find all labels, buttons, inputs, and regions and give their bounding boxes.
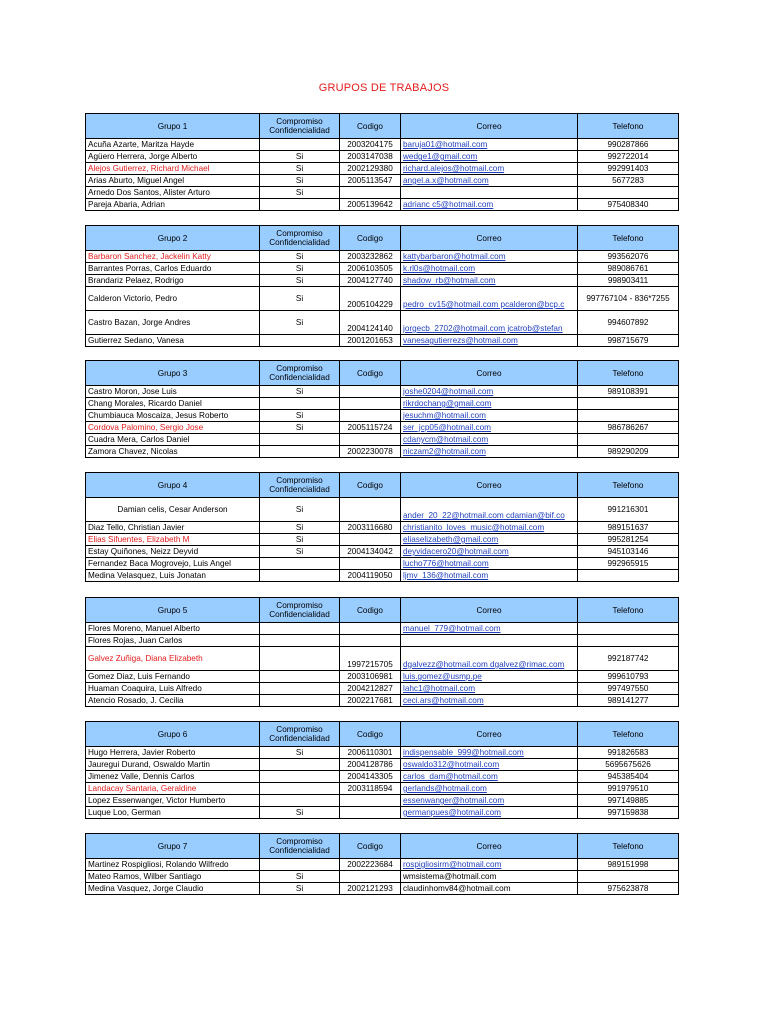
compromiso-cell: [260, 695, 340, 707]
compromiso-cell: Si: [260, 263, 340, 275]
telefono-cell: 986786267: [578, 422, 679, 434]
member-name: Mateo Ramos, Wilber Santiago: [86, 871, 260, 883]
member-name: Acuña Azarte, Maritza Hayde: [86, 139, 260, 151]
codigo-cell: 2002129380: [340, 163, 401, 175]
table-row: [86, 498, 679, 522]
table-row: [86, 275, 679, 287]
codigo-cell: 2006103505: [340, 263, 401, 275]
group-header-row: [86, 473, 679, 498]
group-name-header: Grupo 4: [86, 473, 260, 498]
group-header-row: [86, 598, 679, 623]
member-name: Zamora Chavez, Nicolas: [86, 446, 260, 458]
codigo-cell: 2002121293: [340, 883, 401, 895]
email-link[interactable]: ljmv_136@hotmail.com: [401, 570, 578, 582]
email-link[interactable]: ceci.ars@hotmail.com: [401, 695, 578, 707]
codigo-header: Codigo: [340, 361, 401, 386]
compromiso-cell: Si: [260, 498, 340, 522]
telefono-cell: 997767104 - 836*7255: [578, 287, 679, 311]
compromiso-cell: [260, 199, 340, 211]
compromiso-header: Compromiso Confidencialidad: [260, 361, 340, 386]
compromiso-cell: [260, 771, 340, 783]
email-link[interactable]: deyvidacero20@hotmail.com: [401, 546, 578, 558]
telefono-cell: 997497550: [578, 683, 679, 695]
telefono-cell: 992722014: [578, 151, 679, 163]
codigo-cell: [340, 187, 401, 199]
telefono-cell: 998715679: [578, 335, 679, 347]
member-name: Cordova Palomino, Sergio Jose: [86, 422, 260, 434]
telefono-cell: 991826583: [578, 747, 679, 759]
email-link[interactable]: vanesagutierrezs@hotmail.com: [401, 335, 578, 347]
table-row: [86, 747, 679, 759]
table-row: [86, 546, 679, 558]
table-row: [86, 410, 679, 422]
member-name: Chumbiauca Moscaiza, Jesus Roberto: [86, 410, 260, 422]
telefono-header: Telefono: [578, 834, 679, 859]
telefono-cell: 975408340: [578, 199, 679, 211]
table-row: [86, 151, 679, 163]
codigo-cell: [340, 498, 401, 522]
table-row: [86, 199, 679, 211]
codigo-cell: 2001201653: [340, 335, 401, 347]
group-name-header: Grupo 5: [86, 598, 260, 623]
codigo-cell: 2004119050: [340, 570, 401, 582]
email-link[interactable]: ser_jcp05@hotmail.com: [401, 422, 578, 434]
compromiso-cell: Si: [260, 410, 340, 422]
group-header-row: [86, 361, 679, 386]
table-row: [86, 422, 679, 434]
table-row: [86, 398, 679, 410]
member-name: Medina Vasquez, Jorge Claudio: [86, 883, 260, 895]
member-name: Atencio Rosado, J. Cecilia: [86, 695, 260, 707]
codigo-cell: 2004127740: [340, 275, 401, 287]
telefono-header: Telefono: [578, 598, 679, 623]
group-name-header: Grupo 6: [86, 722, 260, 747]
telefono-cell: 989086761: [578, 263, 679, 275]
group-table: [85, 360, 679, 458]
email-link: wmsistema@hotmail.com: [401, 871, 578, 883]
group-table: [85, 597, 679, 707]
telefono-cell: 945103146: [578, 546, 679, 558]
member-name: Luque Loo, German: [86, 807, 260, 819]
compromiso-cell: [260, 398, 340, 410]
telefono-cell: 993562076: [578, 251, 679, 263]
correo-header: Correo: [401, 114, 578, 139]
telefono-cell: 5677283: [578, 175, 679, 187]
compromiso-header: Compromiso Confidencialidad: [260, 722, 340, 747]
telefono-header: Telefono: [578, 114, 679, 139]
codigo-cell: [340, 807, 401, 819]
table-row: [86, 759, 679, 771]
codigo-header: Codigo: [340, 114, 401, 139]
member-name: Flores Moreno, Manuel Alberto: [86, 623, 260, 635]
table-row: [86, 623, 679, 635]
email-link[interactable]: baruja01@hotmail.com: [401, 139, 578, 151]
codigo-cell: 2003116680: [340, 522, 401, 534]
telefono-cell: 992965915: [578, 558, 679, 570]
member-name: Medina Velasquez, Luis Jonatan: [86, 570, 260, 582]
table-row: [86, 187, 679, 199]
telefono-cell: 945385404: [578, 771, 679, 783]
email-link[interactable]: ander_20_22@hotmail.com cdamian@bif.co: [401, 498, 578, 522]
codigo-cell: [340, 635, 401, 647]
email-link[interactable]: germanpues@hotmail.com: [401, 807, 578, 819]
member-name: Elias Sifuentes, Elizabeth M: [86, 534, 260, 546]
codigo-header: Codigo: [340, 834, 401, 859]
table-row: [86, 783, 679, 795]
telefono-cell: [578, 187, 679, 199]
compromiso-cell: [260, 446, 340, 458]
table-row: [86, 871, 679, 883]
email-link[interactable]: dgalvezz@hotmail.com dgalvez@rimac.com: [401, 647, 578, 671]
group-name-header: Grupo 2: [86, 226, 260, 251]
email-link[interactable]: jesuchm@hotmail.com: [401, 410, 578, 422]
codigo-cell: 2003118594: [340, 783, 401, 795]
telefono-cell: 999610793: [578, 671, 679, 683]
table-row: [86, 671, 679, 683]
compromiso-cell: Si: [260, 175, 340, 187]
codigo-cell: 2002223684: [340, 859, 401, 871]
compromiso-cell: [260, 434, 340, 446]
telefono-cell: 990287866: [578, 139, 679, 151]
email-link[interactable]: luis.gomez@usmp.pe: [401, 671, 578, 683]
compromiso-header: Compromiso Confidencialidad: [260, 473, 340, 498]
correo-header: Correo: [401, 226, 578, 251]
email-link[interactable]: shadow_rb@hotmail.com: [401, 275, 578, 287]
member-name: Gutierrez Sedano, Vanesa: [86, 335, 260, 347]
telefono-cell: [578, 398, 679, 410]
codigo-header: Codigo: [340, 473, 401, 498]
telefono-header: Telefono: [578, 361, 679, 386]
table-row: [86, 139, 679, 151]
member-name: Castro Bazan, Jorge Andres: [86, 311, 260, 335]
member-name: Arias Aburto, Miguel Angel: [86, 175, 260, 187]
member-name: Galvez Zuñiga, Diana Elizabeth: [86, 647, 260, 671]
codigo-cell: [340, 534, 401, 546]
table-row: [86, 175, 679, 187]
email-link: [401, 187, 578, 199]
member-name: Estay Quiñones, Neizz Deyvid: [86, 546, 260, 558]
member-name: Hugo Herrera, Javier Roberto: [86, 747, 260, 759]
table-row: [86, 251, 679, 263]
member-name: Agüero Herrera, Jorge Alberto: [86, 151, 260, 163]
group-name-header: Grupo 3: [86, 361, 260, 386]
table-row: [86, 807, 679, 819]
telefono-cell: [578, 434, 679, 446]
table-row: [86, 163, 679, 175]
codigo-cell: [340, 623, 401, 635]
email-link[interactable]: lucho776@hotmail.com: [401, 558, 578, 570]
table-row: [86, 683, 679, 695]
member-name: Calderon Victorio, Pedro: [86, 287, 260, 311]
compromiso-cell: [260, 795, 340, 807]
telefono-cell: 992187742: [578, 647, 679, 671]
codigo-cell: 2004134042: [340, 546, 401, 558]
member-name: Chang Morales, Ricardo Daniel: [86, 398, 260, 410]
email-link[interactable]: jorgecb_2702@hotmail.com jcatrob@stefan: [401, 311, 578, 335]
telefono-cell: [578, 623, 679, 635]
codigo-cell: 2006110301: [340, 747, 401, 759]
telefono-cell: 991979510: [578, 783, 679, 795]
email-link[interactable]: niczam2@hotmail.com: [401, 446, 578, 458]
codigo-cell: 2005113547: [340, 175, 401, 187]
table-row: [86, 311, 679, 335]
email-link[interactable]: oswaldo312@hotmail.com: [401, 759, 578, 771]
compromiso-cell: Si: [260, 251, 340, 263]
email-link[interactable]: rikrdochang@gmail.com: [401, 398, 578, 410]
table-row: [86, 534, 679, 546]
group-table: [85, 472, 679, 582]
codigo-header: Codigo: [340, 722, 401, 747]
compromiso-cell: Si: [260, 534, 340, 546]
member-name: Martinez Rospigliosi, Rolando Wilfredo: [86, 859, 260, 871]
telefono-cell: 995281254: [578, 534, 679, 546]
table-row: [86, 859, 679, 871]
codigo-cell: 2003204175: [340, 139, 401, 151]
compromiso-cell: [260, 647, 340, 671]
telefono-header: Telefono: [578, 473, 679, 498]
compromiso-cell: [260, 570, 340, 582]
codigo-cell: 2003147038: [340, 151, 401, 163]
codigo-cell: [340, 434, 401, 446]
codigo-cell: 2003106981: [340, 671, 401, 683]
member-name: Flores Rojas, Juan Carlos: [86, 635, 260, 647]
group-table: [85, 113, 679, 211]
telefono-cell: 992991403: [578, 163, 679, 175]
email-link[interactable]: carlos_dam@hotmail.com: [401, 771, 578, 783]
table-row: [86, 558, 679, 570]
table-row: [86, 335, 679, 347]
member-name: Castro Moron, Jose Luis: [86, 386, 260, 398]
email-link[interactable]: christianito_loves_music@hotmail.com: [401, 522, 578, 534]
email-link: claudinhomv84@hotmail.com: [401, 883, 578, 895]
table-row: [86, 434, 679, 446]
compromiso-cell: [260, 635, 340, 647]
compromiso-cell: Si: [260, 422, 340, 434]
compromiso-header: Compromiso Confidencialidad: [260, 598, 340, 623]
email-link[interactable]: lahc1@hotmail.com: [401, 683, 578, 695]
codigo-header: Codigo: [340, 598, 401, 623]
email-link[interactable]: manuel_779@hotmail.com: [401, 623, 578, 635]
compromiso-cell: Si: [260, 163, 340, 175]
member-name: Arnedo Dos Santos, Alister Arturo: [86, 187, 260, 199]
codigo-cell: 2002217681: [340, 695, 401, 707]
telefono-cell: 997159838: [578, 807, 679, 819]
codigo-header: Codigo: [340, 226, 401, 251]
correo-header: Correo: [401, 473, 578, 498]
member-name: Lopez Essenwanger, Victor Humberto: [86, 795, 260, 807]
table-row: [86, 883, 679, 895]
member-name: Gomez Diaz, Luis Fernando: [86, 671, 260, 683]
compromiso-cell: [260, 558, 340, 570]
email-link: [401, 635, 578, 647]
group-table: [85, 225, 679, 347]
group-name-header: Grupo 1: [86, 114, 260, 139]
email-link[interactable]: indispensable_999@hotmail.com: [401, 747, 578, 759]
telefono-cell: 989151637: [578, 522, 679, 534]
group-header-row: [86, 722, 679, 747]
group-name-header: Grupo 7: [86, 834, 260, 859]
compromiso-cell: Si: [260, 151, 340, 163]
table-row: [86, 570, 679, 582]
compromiso-cell: [260, 859, 340, 871]
group-header-row: [86, 114, 679, 139]
codigo-cell: [340, 386, 401, 398]
codigo-cell: 2004212827: [340, 683, 401, 695]
compromiso-header: Compromiso Confidencialidad: [260, 834, 340, 859]
table-row: [86, 386, 679, 398]
telefono-cell: 997149885: [578, 795, 679, 807]
member-name: Alejos Gutierrez, Richard Michael: [86, 163, 260, 175]
telefono-cell: 998903411: [578, 275, 679, 287]
email-link[interactable]: k.rl0s@hotmail.com: [401, 263, 578, 275]
telefono-cell: 5695675626: [578, 759, 679, 771]
table-row: [86, 771, 679, 783]
group-header-row: [86, 834, 679, 859]
telefono-cell: 989290209: [578, 446, 679, 458]
member-name: Brandariz Pelaez, Rodrigo: [86, 275, 260, 287]
group-table: [85, 721, 679, 819]
compromiso-cell: Si: [260, 187, 340, 199]
table-row: [86, 446, 679, 458]
telefono-header: Telefono: [578, 722, 679, 747]
email-link[interactable]: wedge1@gmail.com: [401, 151, 578, 163]
member-name: Jauregui Durand, Oswaldo Martin: [86, 759, 260, 771]
email-link[interactable]: eliaselizabeth@gmail.com: [401, 534, 578, 546]
codigo-cell: 2004143305: [340, 771, 401, 783]
compromiso-cell: [260, 683, 340, 695]
compromiso-cell: Si: [260, 287, 340, 311]
table-row: [86, 287, 679, 311]
compromiso-cell: [260, 671, 340, 683]
page-title: GRUPOS DE TRABAJOS: [318, 82, 450, 94]
compromiso-cell: [260, 623, 340, 635]
compromiso-cell: Si: [260, 275, 340, 287]
correo-header: Correo: [401, 361, 578, 386]
telefono-cell: [578, 635, 679, 647]
telefono-cell: 994607892: [578, 311, 679, 335]
group-header-row: [86, 226, 679, 251]
member-name: Landacay Santaria, Geraldine: [86, 783, 260, 795]
telefono-cell: 989151998: [578, 859, 679, 871]
telefono-cell: [578, 871, 679, 883]
telefono-cell: [578, 570, 679, 582]
member-name: Diaz Tello, Christian Javier: [86, 522, 260, 534]
member-name: Barrantes Porras, Carlos Eduardo: [86, 263, 260, 275]
compromiso-cell: Si: [260, 747, 340, 759]
codigo-cell: 1997215705: [340, 647, 401, 671]
telefono-cell: 975623878: [578, 883, 679, 895]
member-name: Huaman Coaquira, Luis Alfredo: [86, 683, 260, 695]
email-link[interactable]: rospigliosirm@hotmail.com: [401, 859, 578, 871]
compromiso-header: Compromiso Confidencialidad: [260, 226, 340, 251]
codigo-cell: [340, 558, 401, 570]
email-link[interactable]: kattybarbaron@hotmail.com: [401, 251, 578, 263]
email-link[interactable]: joshe0204@hotmail.com: [401, 386, 578, 398]
codigo-cell: 2004128786: [340, 759, 401, 771]
compromiso-cell: Si: [260, 386, 340, 398]
codigo-cell: 2005115724: [340, 422, 401, 434]
correo-header: Correo: [401, 834, 578, 859]
table-row: [86, 695, 679, 707]
compromiso-cell: Si: [260, 546, 340, 558]
compromiso-cell: [260, 335, 340, 347]
telefono-cell: [578, 410, 679, 422]
table-row: [86, 647, 679, 671]
table-row: [86, 635, 679, 647]
member-name: Barbaron Sanchez, Jackelin Katty: [86, 251, 260, 263]
member-name: Cuadra Mera, Carlos Daniel: [86, 434, 260, 446]
compromiso-cell: Si: [260, 883, 340, 895]
compromiso-header: Compromiso Confidencialidad: [260, 114, 340, 139]
codigo-cell: [340, 410, 401, 422]
table-row: [86, 795, 679, 807]
correo-header: Correo: [401, 598, 578, 623]
member-name: Fernandez Baca Mogrovejo, Luis Angel: [86, 558, 260, 570]
email-link[interactable]: essenwanger@hotmail.com: [401, 795, 578, 807]
email-link[interactable]: gerlands@hotmail.com: [401, 783, 578, 795]
compromiso-cell: [260, 139, 340, 151]
codigo-cell: [340, 398, 401, 410]
email-link[interactable]: angel.a.x@hotmail.com: [401, 175, 578, 187]
group-table: [85, 833, 679, 895]
email-link[interactable]: pedro_cv15@hotmail.com pcalderon@bcp.c: [401, 287, 578, 311]
member-name: Jimenez Valle, Dennis Carlos: [86, 771, 260, 783]
member-name: Damian celis, Cesar Anderson: [86, 498, 260, 522]
compromiso-cell: Si: [260, 871, 340, 883]
codigo-cell: 2005104229: [340, 287, 401, 311]
codigo-cell: [340, 871, 401, 883]
email-link[interactable]: cdanycm@hotmail.com: [401, 434, 578, 446]
compromiso-cell: [260, 759, 340, 771]
telefono-cell: 989108391: [578, 386, 679, 398]
table-row: [86, 263, 679, 275]
compromiso-cell: Si: [260, 807, 340, 819]
email-link[interactable]: richard.alejos@hotmail.com: [401, 163, 578, 175]
codigo-cell: 2004124140: [340, 311, 401, 335]
telefono-header: Telefono: [578, 226, 679, 251]
correo-header: Correo: [401, 722, 578, 747]
table-row: [86, 522, 679, 534]
codigo-cell: 2002230078: [340, 446, 401, 458]
compromiso-cell: Si: [260, 311, 340, 335]
codigo-cell: 2005139642: [340, 199, 401, 211]
compromiso-cell: [260, 783, 340, 795]
telefono-cell: 989141277: [578, 695, 679, 707]
telefono-cell: 991216301: [578, 498, 679, 522]
codigo-cell: [340, 795, 401, 807]
codigo-cell: 2003232862: [340, 251, 401, 263]
email-link[interactable]: adrianc c5@hotmail.com: [401, 199, 578, 211]
member-name: Pareja Abaria, Adrian: [86, 199, 260, 211]
compromiso-cell: Si: [260, 522, 340, 534]
